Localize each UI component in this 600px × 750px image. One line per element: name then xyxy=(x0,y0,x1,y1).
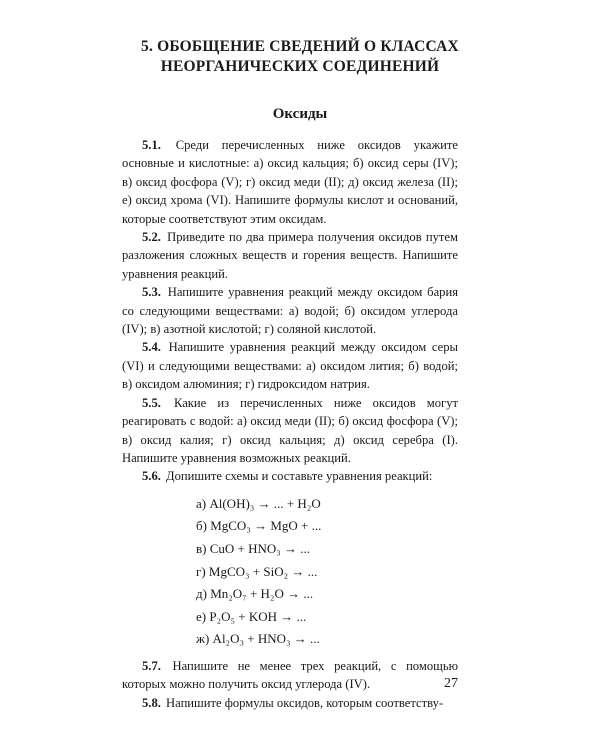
section-title: Оксиды xyxy=(272,106,328,122)
problem-text: Приведите по два примера получения оксидов путем разложения сложных веществ и горения веществ. Напишите уравнения реакций. xyxy=(122,230,458,281)
problem-text: Среди перечисленных ниже оксидов укажите основные и кислотные: а) оксид кальция; б) оксид серы (IV); в) оксид фосфора (V); г) оксид меди (II); д) оксид железа (II); е) оксид хрома (VI). Напишите формулы кислот и оснований, которые соответствуют этим оксидам. xyxy=(122,138,458,226)
problem-number: 5.4. xyxy=(142,340,161,355)
reaction-scheme: ж) Al₂O₃ + HNO₃ → ... xyxy=(196,631,320,647)
problem-number: 5.3. xyxy=(142,285,161,300)
problem-number: 5.7. xyxy=(142,658,161,673)
problems-body xyxy=(122,136,458,712)
problem-number: 5.2. xyxy=(142,230,161,245)
chapter-title-line-1 xyxy=(0,37,600,57)
problem xyxy=(122,694,458,712)
chapter-number: 5. xyxy=(141,38,154,55)
problem-text: Напишите уравнения реакций между оксидом бария со следующими веществами: а) водой; б) оксидом углерода (IV); в) азотной кислотой; г) соляной кислотой. xyxy=(122,285,458,337)
problem xyxy=(122,657,458,694)
problem-number: 5.5. xyxy=(142,395,161,410)
chapter-title-1: ОБОБЩЕНИЕ СВЕДЕНИЙ О КЛАССАХ xyxy=(157,38,459,55)
problem-text: Допишите схемы и составьте уравнения реакций: xyxy=(166,469,433,484)
problem xyxy=(122,467,458,485)
problem xyxy=(122,228,458,283)
problem-text: Какие из перечисленных ниже оксидов могут реагировать с водой: а) оксид меди (II); б) оксид фосфора (V); в) оксид калия; г) оксид кальция; д) оксид серебра (I). Напишите уравнения возможных реакций. xyxy=(122,395,458,465)
problem-number: 5.1. xyxy=(142,138,161,152)
problem-text: Напишите формулы оксидов, которым соответству- xyxy=(166,695,444,710)
reaction-scheme: д) Mn₂O₇ + H₂O → ... xyxy=(196,586,314,602)
reaction-scheme: б) MgCO₃ → MgO + ... xyxy=(196,518,322,534)
problem xyxy=(122,394,458,468)
reaction-scheme: в) CuO + HNO₃ → ... xyxy=(196,540,311,556)
problem xyxy=(122,338,458,393)
problem-number: 5.6. xyxy=(142,469,161,484)
chapter-heading xyxy=(0,37,600,77)
chapter-title-line-2: НЕОРГАНИЧЕСКИХ СОЕДИНЕНИЙ xyxy=(160,58,440,75)
reaction-scheme: а) Al(OH)₃ → ... + H₂O xyxy=(196,495,321,511)
problem xyxy=(122,136,458,228)
problem-text: Напишите не менее трех реакций, с помощью которых можно получить оксид углерода (IV). xyxy=(122,658,458,692)
reaction-schemes xyxy=(196,493,458,651)
problem-text: Напишите уравнения реакций между оксидом серы (VI) и следующими веществами: а) оксидом лития; б) водой; в) оксидом алюминия; г) гидроксидом натрия. xyxy=(122,340,459,392)
reaction-scheme: г) MgCO₃ + SiO₂ → ... xyxy=(196,563,318,579)
reaction-scheme: е) P₂O₅ + KOH → ... xyxy=(196,608,307,624)
problem xyxy=(122,283,458,338)
page-number: 27 xyxy=(444,676,458,691)
problem-number: 5.8. xyxy=(142,695,161,710)
